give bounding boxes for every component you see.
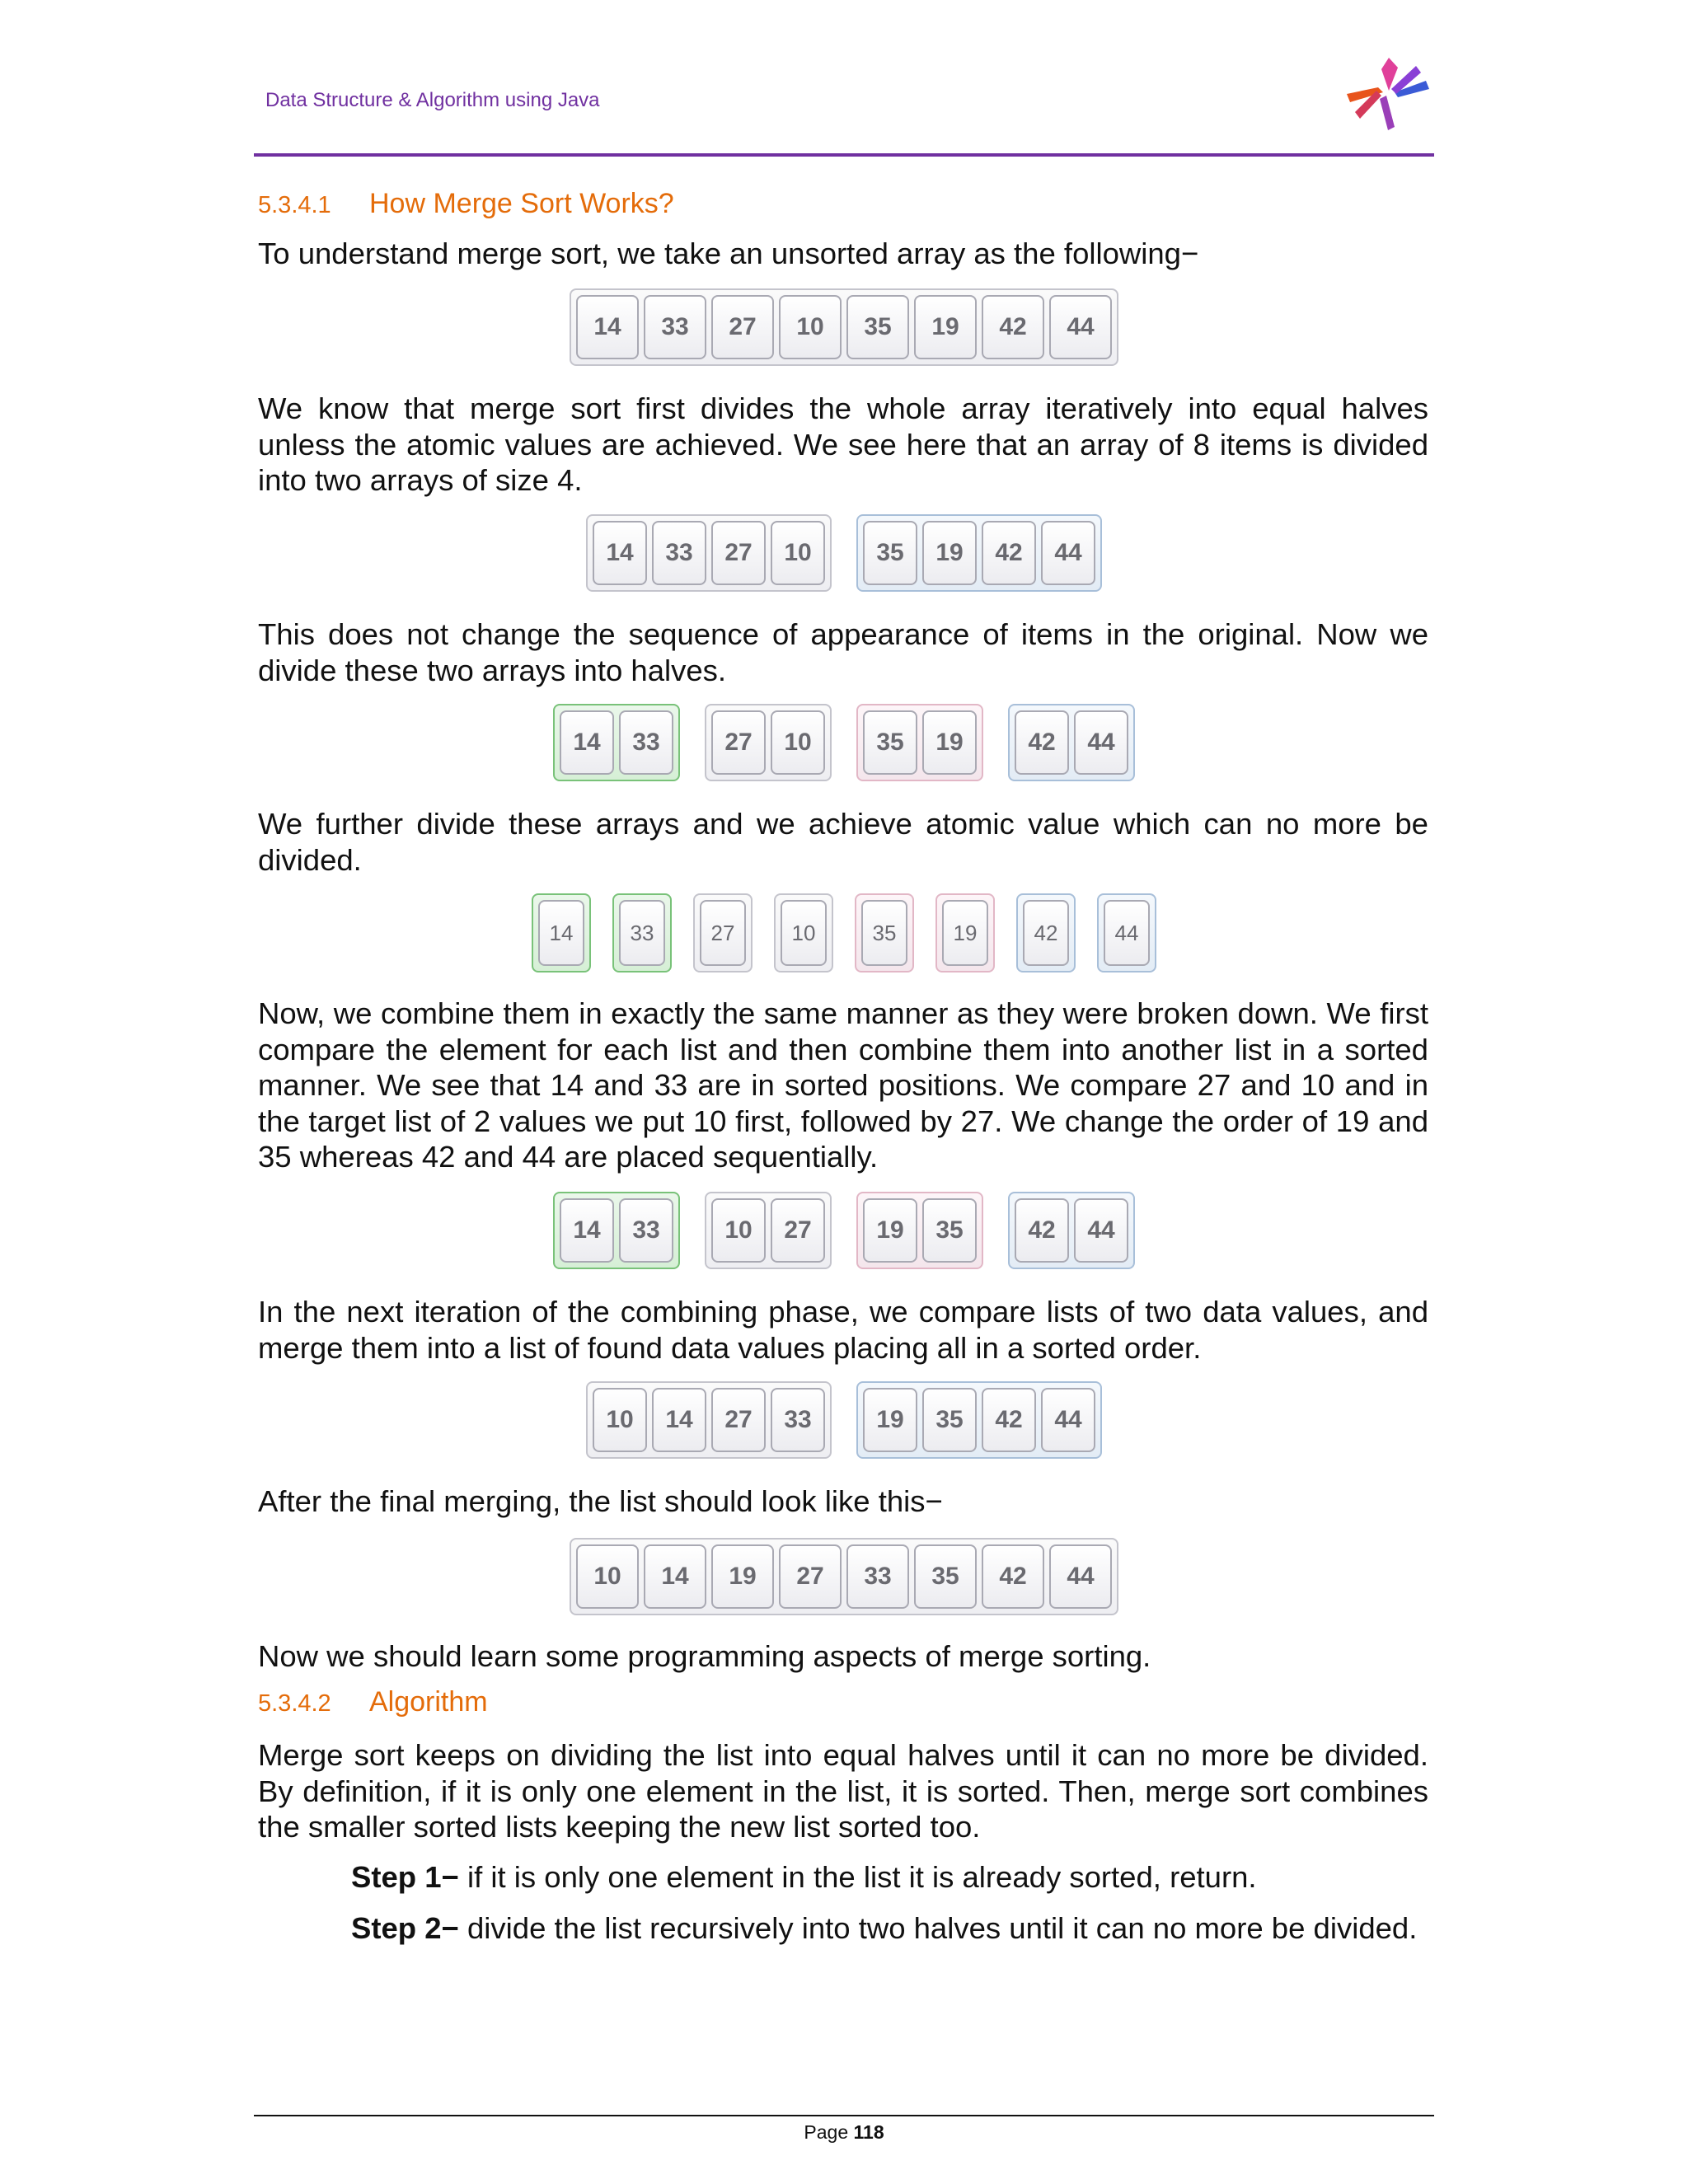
array-group (1016, 893, 1076, 972)
array-cell: 14 (538, 900, 584, 966)
array-cell: 44 (1041, 521, 1095, 585)
paragraph: We further divide these arrays and we achieve atomic value which can no more be divided. (258, 807, 1428, 877)
array-cell: 10 (779, 295, 842, 359)
array-group (586, 1381, 832, 1459)
array-group (1008, 704, 1135, 781)
array-cell: 42 (982, 1544, 1044, 1609)
array-cell: 35 (922, 1198, 977, 1263)
page-label: Page (804, 2121, 849, 2143)
array-group (570, 1538, 1118, 1615)
array-cell: 44 (1104, 900, 1150, 966)
array-split-quarters (0, 704, 1688, 781)
array-group (856, 514, 1102, 592)
array-cell: 19 (711, 1544, 774, 1609)
array-cell: 27 (711, 1388, 766, 1452)
array-cell: 10 (593, 1388, 647, 1452)
array-cell: 44 (1049, 1544, 1112, 1609)
paragraph: In the next iteration of the combining phase, we compare lists of two data values, and merge them into a list of found data values placing all in a sorted order. (258, 1295, 1428, 1365)
array-merged-pairs (0, 1192, 1688, 1269)
array-group (693, 893, 753, 972)
array-cell: 42 (982, 1388, 1036, 1452)
array-group (612, 893, 672, 972)
array-group (570, 288, 1118, 366)
array-cell: 19 (863, 1388, 917, 1452)
array-cell: 35 (914, 1544, 977, 1609)
array-cell: 33 (846, 1544, 909, 1609)
array-cell: 10 (711, 1198, 766, 1263)
array-cell: 14 (560, 710, 614, 775)
array-group (553, 1192, 680, 1269)
array-cell: 27 (711, 521, 766, 585)
section-heading-algorithm (258, 1686, 488, 1718)
array-cell: 19 (914, 295, 977, 359)
page-number: 118 (853, 2121, 884, 2143)
section-number: 5.3.4.2 (258, 1690, 331, 1717)
step-text: if it is only one element in the list it is already sorted, return. (458, 1860, 1257, 1894)
algorithm-step-2 (351, 1910, 1431, 1947)
array-group (553, 704, 680, 781)
array-cell: 27 (711, 295, 774, 359)
array-cell: 42 (1015, 710, 1069, 775)
paragraph: We know that merge sort first divides the whole array iteratively into equal halves unless the atomic values are achieved. We see here that an array of 8 items is divided into two arrays of size 4. (258, 391, 1428, 497)
paragraph: This does not change the sequence of appearance of items in the original. Now we divide these two arrays into halves. (258, 617, 1428, 687)
array-group (774, 893, 833, 972)
array-cell: 44 (1049, 295, 1112, 359)
section-heading-how-merge-sort-works (258, 188, 674, 220)
array-cell: 33 (619, 900, 665, 966)
array-group (1008, 1192, 1135, 1269)
step-label: Step 1− (351, 1860, 459, 1894)
paragraph: After the final merging, the list should look like this− (258, 1484, 943, 1518)
array-cell: 33 (619, 1198, 673, 1263)
header-title: Data Structure & Algorithm using Java (265, 89, 600, 111)
array-cell: 33 (644, 295, 706, 359)
array-group (1097, 893, 1156, 972)
array-cell: 19 (922, 710, 977, 775)
array-split-halves (0, 514, 1688, 592)
paragraph: Now we should learn some programming aspects of merge sorting. (258, 1639, 1151, 1673)
array-cell: 14 (576, 295, 639, 359)
array-merged-quads (0, 1381, 1688, 1459)
algorithm-step-1 (351, 1859, 1431, 1896)
array-atomic (0, 893, 1688, 972)
array-cell: 14 (652, 1388, 706, 1452)
array-cell: 33 (771, 1388, 825, 1452)
array-cell: 44 (1041, 1388, 1095, 1452)
step-label: Step 2− (351, 1911, 459, 1945)
paragraph: Now, we combine them in exactly the same manner as they were broken down. We first compare the element for each list and then combine them into another list in a sorted manner. We see that 14 and 33 are in sorted positions. We compare 27 and 10 and in the target list of 2 values we put 10 first, followed by 27. We change the order of 19 and 35 whereas 42 and 44 are placed sequentially. (258, 996, 1428, 1174)
array-cell: 10 (576, 1544, 639, 1609)
array-group (856, 704, 983, 781)
array-cell: 27 (700, 900, 746, 966)
array-cell: 35 (922, 1388, 977, 1452)
array-group (705, 704, 832, 781)
array-cell: 27 (771, 1198, 825, 1263)
array-unsorted (0, 288, 1688, 366)
array-cell: 35 (863, 710, 917, 775)
array-cell: 35 (861, 900, 907, 966)
page-footer (0, 2121, 1688, 2144)
array-cell: 44 (1074, 710, 1128, 775)
array-sorted (0, 1538, 1688, 1615)
footer-rule (254, 2115, 1434, 2116)
section-title: Algorithm (369, 1686, 488, 1718)
step-text: divide the list recursively into two halves until it can no more be divided. (458, 1911, 1418, 1945)
section-number: 5.3.4.1 (258, 192, 331, 218)
paragraph: Merge sort keeps on dividing the list into equal halves until it can no more be divided. By definition, if it is only one element in the list, it is sorted. Then, merge sort combines the smaller sorted lists keeping the new list sorted too. (258, 1738, 1428, 1844)
array-cell: 44 (1074, 1198, 1128, 1263)
array-group (532, 893, 591, 972)
array-cell: 14 (593, 521, 647, 585)
array-cell: 42 (982, 295, 1044, 359)
array-cell: 19 (863, 1198, 917, 1263)
array-group (855, 893, 914, 972)
array-cell: 42 (982, 521, 1036, 585)
array-cell: 27 (779, 1544, 842, 1609)
array-cell: 10 (771, 710, 825, 775)
array-cell: 35 (863, 521, 917, 585)
array-cell: 14 (644, 1544, 706, 1609)
array-group (935, 893, 995, 972)
array-cell: 42 (1023, 900, 1069, 966)
array-group (856, 1192, 983, 1269)
array-cell: 33 (619, 710, 673, 775)
array-cell: 42 (1015, 1198, 1069, 1263)
paragraph: To understand merge sort, we take an unsorted array as the following− (258, 237, 1199, 270)
array-cell: 27 (711, 710, 766, 775)
section-title: How Merge Sort Works? (369, 188, 674, 219)
array-cell: 10 (781, 900, 827, 966)
logo-icon (1343, 51, 1434, 134)
array-group (705, 1192, 832, 1269)
array-cell: 14 (560, 1198, 614, 1263)
array-group (586, 514, 832, 592)
header-rule (254, 153, 1434, 157)
array-cell: 35 (846, 295, 909, 359)
array-cell: 19 (942, 900, 988, 966)
array-cell: 19 (922, 521, 977, 585)
array-group (856, 1381, 1102, 1459)
array-cell: 33 (652, 521, 706, 585)
array-cell: 10 (771, 521, 825, 585)
